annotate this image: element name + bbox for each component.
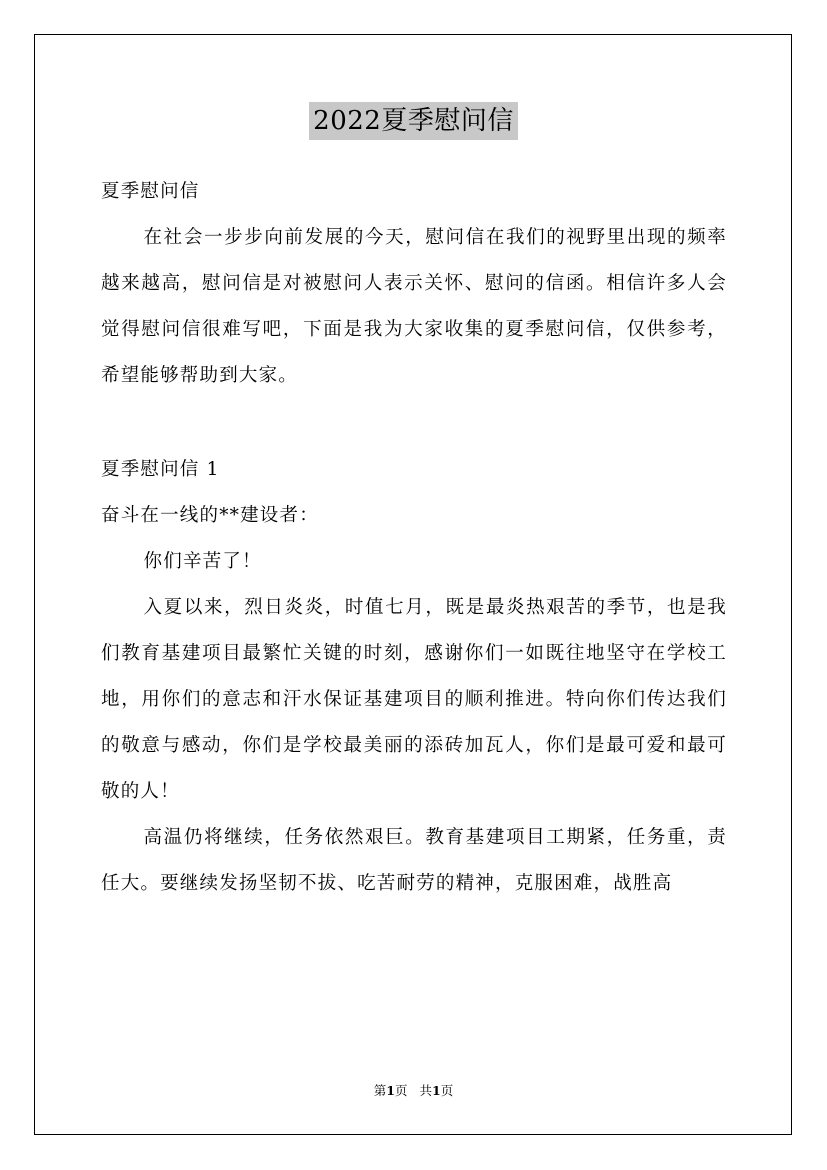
- page-total: 1: [432, 1083, 441, 1098]
- page-footer: [0, 1082, 827, 1100]
- document-subtitle: 夏季慰问信: [101, 181, 200, 202]
- document-title: 2022夏季慰问信: [309, 102, 518, 140]
- intro-paragraph: 在社会一步步向前发展的今天，慰问信在我们的视野里出现的频率越来越高，慰问信是对被慰问人表示关怀、慰问的信函。相信许多人会觉得慰问信很难写吧，下面是我为大家收集的夏季慰问信，仅供参考，希望能够帮助到大家。: [101, 227, 727, 386]
- body-paragraph-2: 高温仍将继续，任务依然艰巨。教育基建项目工期紧，任务重，责任大。要继续发扬坚韧不拔、吃苦耐劳的精神，克服困难，战胜高: [101, 827, 727, 894]
- total-prefix: 共: [419, 1083, 433, 1098]
- greeting: 你们辛苦了！: [143, 551, 262, 572]
- total-suffix: 页: [440, 1083, 454, 1098]
- section-heading: 夏季慰问信 1: [101, 459, 220, 480]
- page-suffix: 页: [394, 1083, 408, 1098]
- body-paragraph-1: 入夏以来，烈日炎炎，时值七月，既是最炎热艰苦的季节，也是我们教育基建项目最繁忙关键的时刻，感谢你们一如既往地坚守在学校工地，用你们的意志和汗水保证基建项目的顺利推进。特向你们传达我们的敬意与感动，你们是学校最美丽的添砖加瓦人，你们是最可爱和最可敬的人！: [101, 597, 727, 802]
- page-prefix: 第: [373, 1083, 387, 1098]
- salutation: 奋斗在一线的**建设者：: [101, 505, 319, 526]
- title-container: [0, 102, 827, 140]
- page-current: 1: [386, 1083, 395, 1098]
- document-body: [101, 169, 727, 907]
